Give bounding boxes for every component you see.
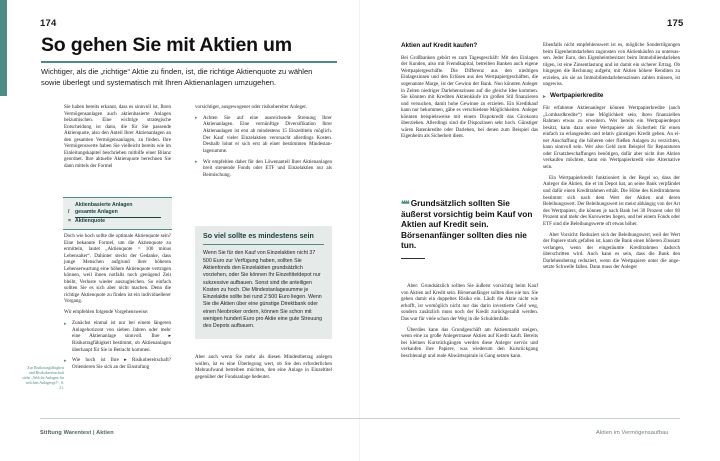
heading-arrow-icon: ▸: [543, 94, 546, 101]
section-heading-label: Wertpapierkredite: [550, 92, 604, 100]
list-item-label: Wir empfehlen daher für den Löwenanteil Ihrer Aktienanlagen breit streuende Fonds oder ETF und Einzelaktien nur als Beimischung.: [203, 158, 332, 178]
bullet-arrow-icon: ▸: [195, 116, 198, 122]
column-3-top: [401, 42, 538, 144]
page-gutter: [359, 0, 360, 461]
formula-result-row: [68, 218, 167, 225]
list-item: [64, 320, 171, 353]
footer-rule: [40, 418, 680, 419]
quote-mark-icon: ❝❝: [401, 199, 409, 209]
paragraph: Ein Wertpapierkredit funktioniert in der Regel so, dass der Anleger die Aktien, die er im Depot hat, an seine Bank verpfändet und dafür einen Kreditrahmen erhält. Die Höhe des Kreditrahmens bestimmt sich nach dem Wert der Aktien und deren Beleihungswert. Der Beleihungswert ist meist abhängig von der Art des Wertpapiers, die können je nach Bank bei 30 Prozent oder 80 Prozent und mehr des Kurswertes liegen, und bei einem Fonds oder ETF sind die Beleihungswerte oft etwas höher.: [543, 174, 680, 227]
page-number-left: 174: [40, 18, 57, 29]
paragraph: Aber Vorsicht: Reduziert sich der Beleihungswert, weil der Wert der Papiere stark gefallen ist, kann die Bank einen höheren Zinssatz verlangen, wenn der eingeräumte Kreditrahmen dadurch überschritten wird. Auch kann es sein, dass die Bank den Darlehensbetrag reduziert, wenn die Wertpapiere unter die angesetzte Schwelle fallen. Dann muss der Anleger: [543, 231, 680, 271]
paragraph: Wir empfehlen folgende Vorgehensweise:: [64, 309, 149, 316]
standfirst: Wichtiger, als die „richtige“ Aktie zu finden, ist, die richtige Aktienquote zu wählen sowie überlegt und systematisch mit Ihren Aktienanlagen umzugehen.: [41, 67, 313, 88]
title-rule: [41, 61, 337, 63]
page-number-right: 175: [667, 18, 684, 29]
bullet-arrow-icon: ▸: [64, 321, 67, 327]
pull-quote-text: [401, 198, 538, 251]
pull-quote: [401, 198, 538, 259]
column-1-top: [64, 104, 171, 174]
list-item: [195, 159, 332, 179]
pull-quote-body: Grundsätzlich sollten Sie äußerst vorsichtig beim Kauf von Aktien auf Kredit sein. Börsenanfänger sollten dies nie tun.: [401, 198, 533, 251]
info-box-body: Wenn Sie für den Kauf von Einzelaktien nicht 37 500 Euro zur Verfügung haben, sollten Sie Aktienfonds den Einzelaktien grundsätzlich vorziehen, oder Sie können Ihr Einzeltiteldepot nur sukzessive aufbauen. Sonst sind die anteiligen Kosten zu hoch. Die Mindestanlagesumme je Einzelaktie sollte bei rund 2 500 Euro liegen. Wenn Sie die Aktien über eine günstige Direktbank oder einen Neobroker ordern, können Sie schon mit wenigen hundert Euro pro Aktie eine gute Streuung des Depots aufbauen.: [203, 250, 323, 330]
column-2-bottom: [195, 354, 332, 385]
column-4: [543, 42, 680, 275]
column-3-bottom: [401, 283, 538, 364]
section-heading-wertpapierkredite: [543, 92, 680, 100]
paragraph: Aber auch wenn Sie mehr als diesen Mindestbetrag anlegen wollen, ist es eine Überlegung wert, ob Sie den erforderlichen Mehraufwand betreiben möchten, den eine Anlage in Einzeltitel gegenüber der Fondsanlage bedeutet.: [195, 354, 332, 380]
formula-divide-symbol: /: [68, 209, 70, 216]
bullet-arrow-icon: ▸: [64, 358, 67, 364]
formula-box: [63, 197, 172, 230]
paragraph: Bei Großbanken gehört es zum Tagesgeschäft: Mit den Einlagen der Kunden, also mit Fremdkapital, betreiben Banken auch eigene Wertpapiergeschäfte. Die Differenz aus den niedrigen Einlagezinsen und den Erlösen aus den Wertpapiergeschäften, die sogenannte Marge, ist der Gewinn der Bank. Nun könnten Anleger in Zeiten niedriger Darlehenszinsen auf die gleiche Idee kommen. Sie könnten mit Krediten Aktienkäufe im großen Stil finanzieren und versuchen, damit hohe Gewinne zu erzielen. Ein Kreditkauf kann nur bekommen, gäbe es verschiedene Möglichkeiten. Anleger könnten beispielsweise mit einem Dispokredit das Girokonto überziehen. Allerdings sind die Dispozinsen sehr hoch. Günstiger wären Ratenkredite oder Darlehen, bei denen zum Beispiel das Eigenheim als Sicherheit dient.: [401, 54, 538, 140]
paragraph: Doch wie hoch sollte die optimale Aktienquote sein? Eine bekannte Formel, um die Aktienquote zu ermitteln, lautet „Aktienquote = 100 minus Lebensalter“. Dahinter steckt der Gedanke, dass junge Menschen aufgrund ihrer höheren Lebenserwartung eine höhere Aktienquote vertragen können, weil ihnen notfalls noch genügend Zeit bleibt, Verluste wieder auszugleichen. So einfach sollten Sie es sich aber nicht machen. Denn die richtige Aktienquote zu finden ist ein individuellerer Vorgang.: [64, 233, 171, 305]
list-item-label: Achten Sie auf eine ausreichende Streuung Ihrer Aktienanlagen. Eine vernünftige Diversifikation Ihrer Aktienanlagen ist erst ab mindestens 15 Einzeltiteln möglich. Der Kauf vieler Einzelaktien verursacht allerdings Kosten. Deshalb lohnt er sich erst ab einer bestimmten Mindestanlagesumme.: [203, 114, 332, 154]
list-item: [64, 357, 171, 370]
column-2-top: [195, 104, 332, 183]
list-item-label: Wie hoch ist Ihre ▸ Risikobereitschaft? Orientieren Sie sich an der Einstufung: [72, 357, 171, 371]
bullet-arrow-icon: ▸: [195, 160, 198, 165]
margin-note: Zur Risikotragfähigkeit und Risikobereitschaft siehe „Welche Anlagen für welchen Anlagetyp?“, S. 21.: [22, 366, 64, 391]
list-item: [195, 115, 332, 154]
accent-bar: [0, 0, 7, 96]
formula-numerator-row: [68, 202, 167, 209]
footer-right: Aktien im Vermögensaufbau: [596, 430, 669, 436]
formula-equals-symbol: =: [68, 218, 72, 225]
formula-denominator-row: [68, 209, 167, 216]
section-heading: Aktien auf Kredit kaufen?: [401, 42, 478, 49]
info-box: [195, 226, 332, 339]
formula-numerator: Aktienbasierte Anlagen: [75, 202, 133, 208]
column-1-bottom: [64, 233, 171, 375]
paragraph: Überdies kann das Grundgeschäft am Aktienmarkt steigen, wenn eine zu große Anlegermasse Aktien auf Kredit kauft. Bereits bei kleinen Kursrückgängen werden diese Anleger nervös und verkaufen ihre Papiere, was wiederum den Kursrückgang beschleunigt und reale Abwärtsspirale in Gang setzen kann.: [401, 326, 538, 359]
formula-result: Aktienquote: [75, 218, 105, 225]
paragraph: Aber: Grundsätzlich sollten Sie äußerst vorsichtig beim Kauf von Aktien auf Kredit sein. Börsenanfänger sollten dies nie tun. Sie gehen damit ein doppeltes Risiko ein. Läuft die Aktie nicht wie erhofft, ist womöglich nicht nur das darin investierte Geld weg, sondern zusätzlich muss noch der Kredit zurückgezahlt werden. Das war für viele schon der Weg in die Schuldenfalle.: [401, 283, 538, 322]
formula-denominator: gesamte Anlagen: [75, 209, 118, 216]
list-item-label: Zunächst einmal ist nur bei einem längeren Anlagehorizont von sieben Jahren oder mehr eine Aktienanlage sinnvoll. Ihre ▸ Risikotragfähigkeit bestimmt, ob Aktienanlagen überhaupt für Sie in Betracht kommen.: [72, 320, 171, 353]
paragraph: Sie haben bereits erkannt, dass es sinnvoll ist, Ihren Vermögensanlagen auch aktienbasierte Anlagen beizumischen. Eine wichtige strategische Entscheidung ist dann, die für Sie passende Aktienquote, also den Anteil Ihrer Aktienanlagen an den gesamten Vermögensanlagen, zu finden. Ihre Vermögenswerte haben Sie vielleicht bereits wie im Einleitungskapitel beschrieben mithilfe einer Bilanz geordnet. Ihre aktuelle Aktienquote berechnen Sie dann mittels der Formel: [64, 104, 171, 169]
paragraph: vorsichtiger, ausgewogener oder risikobereiter Anleger.: [195, 104, 307, 110]
pull-quote-rule: [401, 258, 425, 259]
paragraph: Ebenfalls nicht empfehlenswert ist es, mögliche Sondertilgungen beim Eigenheimdarlehen zugunsten von Aktienkäufen zu untersassen. Jeder Euro, den Eigenheimbesitzer beim Immobiliendarlehen tilgen, ist eine Zinsentlastung und ist damit ein sicherer Ertrag. Ob hingegen die Rechnung aufgeht, mit Aktien höhere Renditen zu erzielen, als sie an Immobiliendarlehenszinsen zahlen müssen, ist ungewiss.: [543, 42, 680, 88]
paragraph: Für erfahrene Aktienanleger können Wertpapierkredite (auch „Lombardkredite“) eine Möglichkeit sein, ihren finanziellen Rahmen etwas zu erweitern. Wer bereits ein Wertpapierdepot besitzt, kann dazu seine Wertpapiere als Sicherheit für einen einfach zu erlangenden und relativ günstigen Kredit geben. An einer Anschaffung die höheren oder fließen Anlagen zu verzichten, kann sinnvoll sein. Wer also Geld zum Beispiel für Reparaturen oder Ersatzbeschaffungen benötigen, dafür aber nicht ihre Aktien verkaufen möchten, kann ein Wertpapierkredit eine Alternative sein.: [543, 105, 680, 170]
footer-left: Stiftung Warentest | Aktien: [40, 430, 114, 436]
page-title: So gehen Sie mit Aktien um: [41, 34, 292, 56]
info-box-heading: So viel sollte es mindestens sein: [203, 232, 324, 245]
